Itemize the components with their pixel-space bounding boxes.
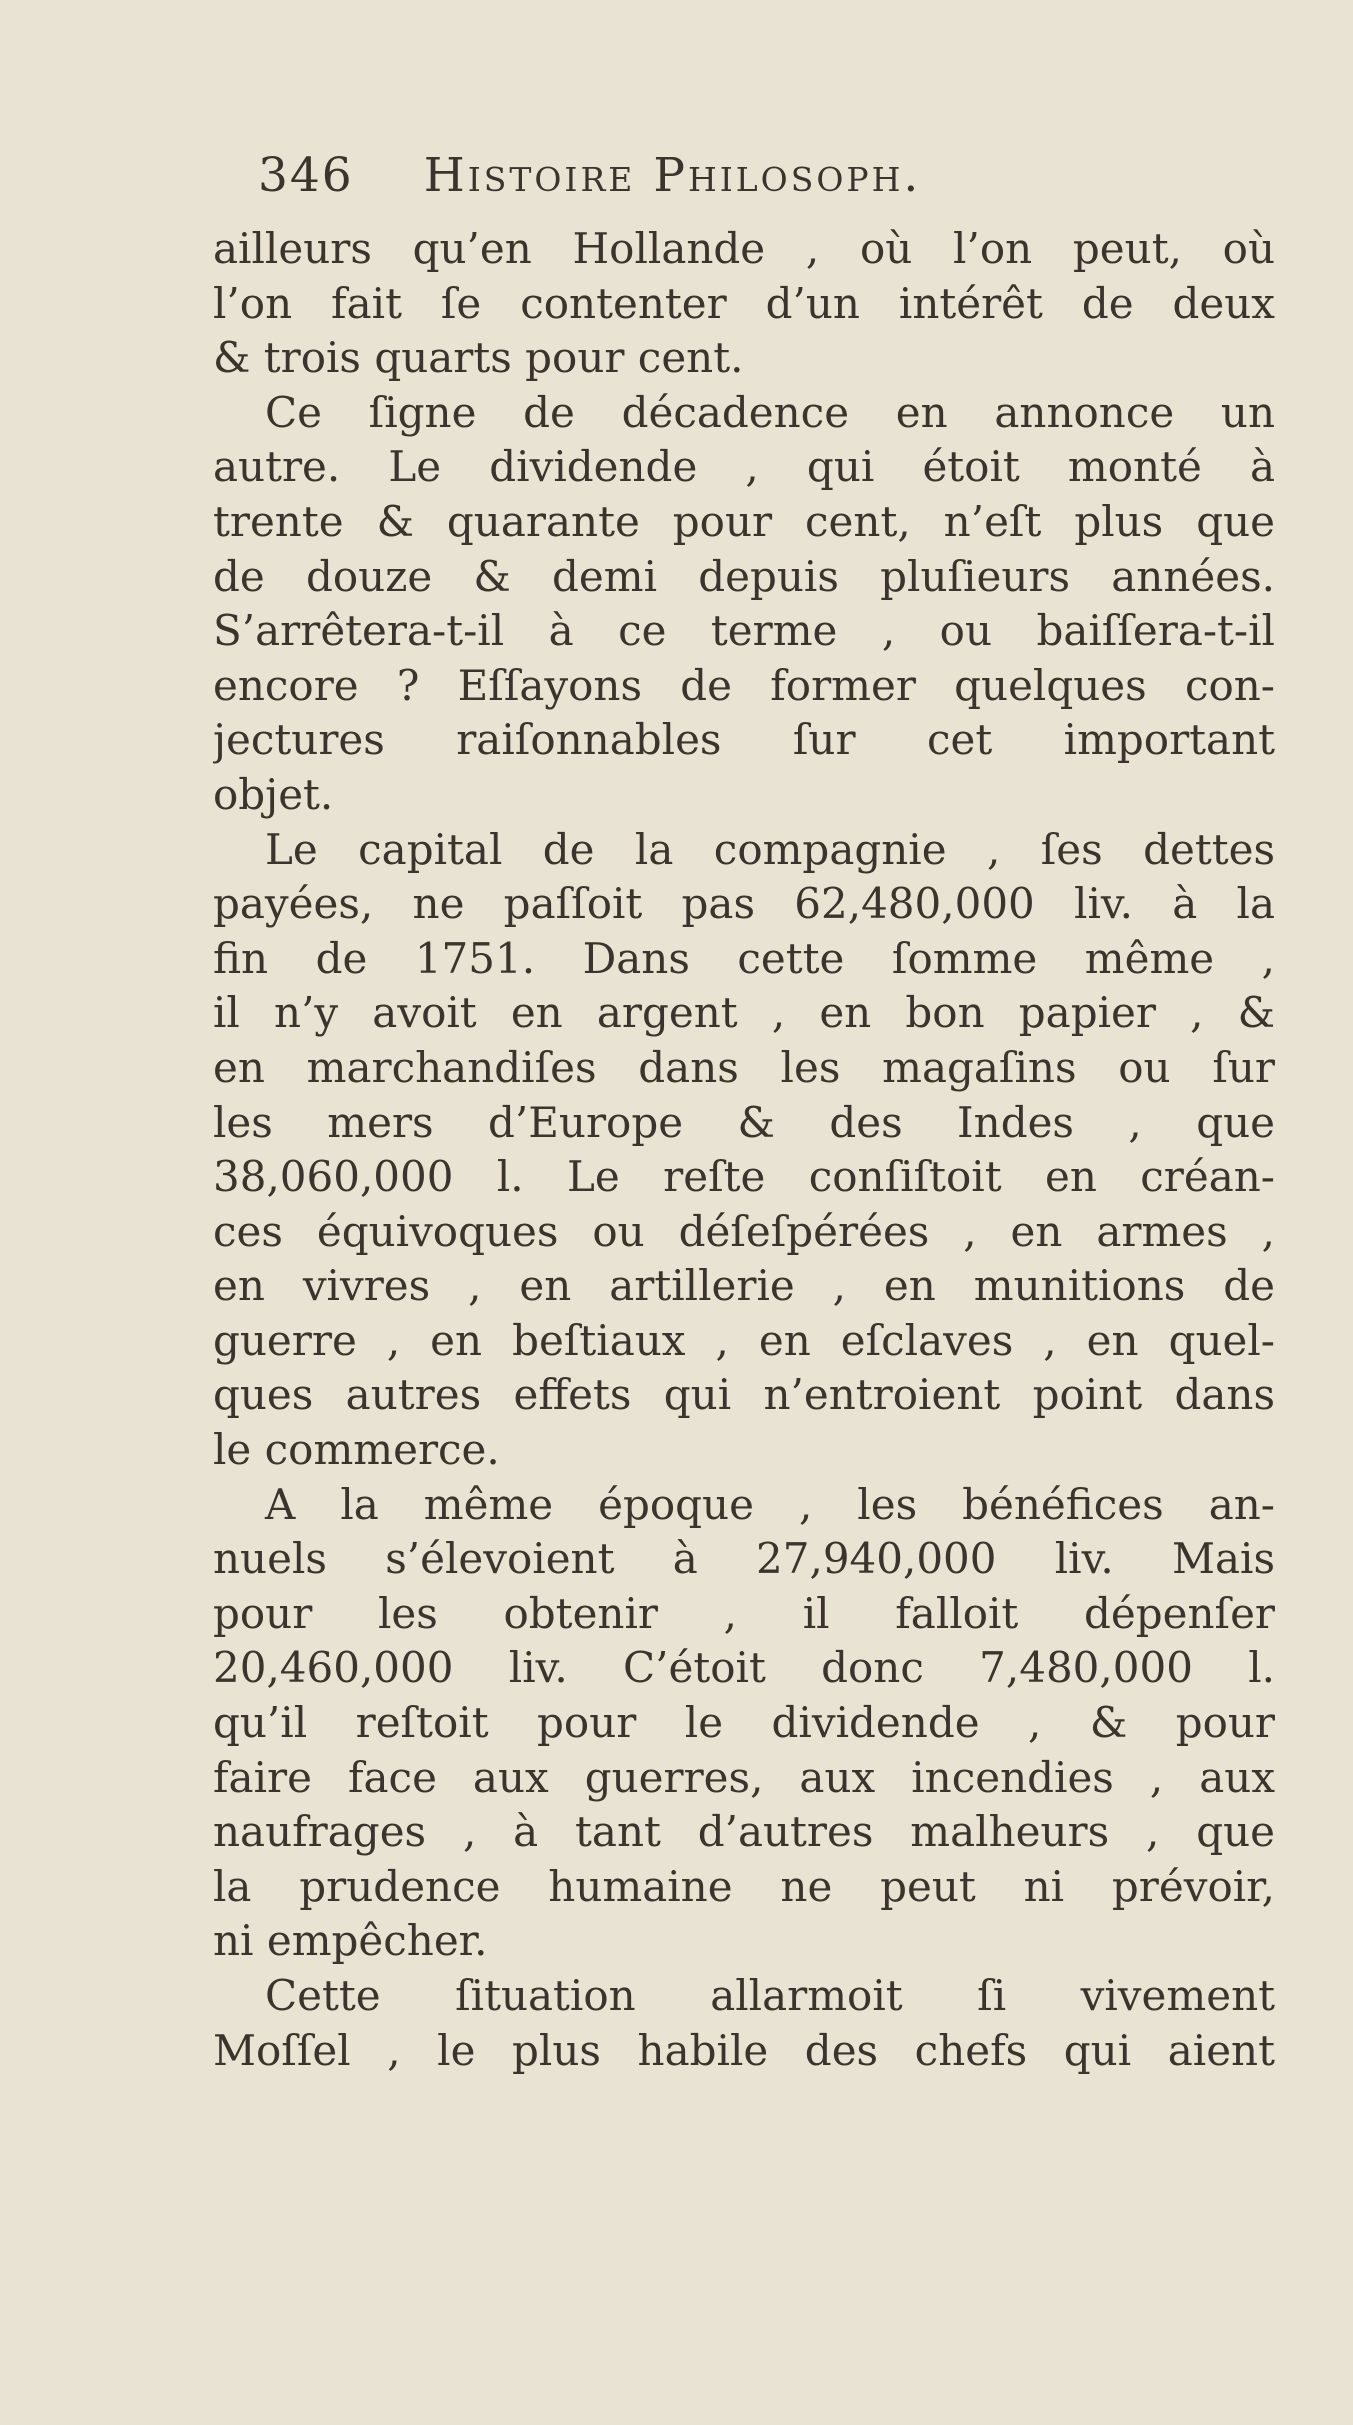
text-line: objet. <box>213 769 334 819</box>
text-line: ces équivoques ou déſeſpérées , en armes , <box>213 1206 1275 1256</box>
body-text <box>213 222 1275 2078</box>
running-head <box>258 148 1098 228</box>
text-line: fin de 1751. Dans cette ſomme même , <box>213 933 1275 983</box>
text-line: de douze & demi depuis pluſieurs années. <box>213 551 1275 601</box>
text-line: 38,060,000 l. Le reſte conſiſtoit en créan- <box>213 1152 1275 1202</box>
text-line: naufrages , à tant d’autres malheurs , que <box>213 1807 1275 1857</box>
text-line: ni empêcher. <box>213 1916 488 1966</box>
text-line: guerre , en beſtiaux , en eſclaves , en quel- <box>213 1315 1275 1365</box>
running-title: Histoire Philosoph. <box>423 148 922 203</box>
text-line: Le capital de la compagnie , ſes dettes <box>265 824 1275 874</box>
text-line: nuels s’élevoient à 27,940,000 liv. Mais <box>213 1534 1275 1584</box>
text-line: l’on fait ſe contenter d’un intérêt de deux <box>213 278 1275 328</box>
text-line: jectures raiſonnables ſur cet important <box>213 715 1275 765</box>
text-line: Moſſel , le plus habile des chefs qui aient <box>213 2025 1275 2075</box>
text-line: en marchandiſes dans les magaſins ou ſur <box>213 1042 1275 1092</box>
text-line: 20,460,000 liv. C’étoit donc 7,480,000 l. <box>213 1643 1275 1693</box>
text-line: le commerce. <box>213 1425 500 1475</box>
text-line: ques autres effets qui n’entroient point dans <box>213 1370 1275 1420</box>
text-line: trente & quarante pour cent, n’eſt plus que <box>213 496 1275 546</box>
page-number: 346 <box>258 148 354 203</box>
text-line: payées, ne paſſoit pas 62,480,000 liv. à la <box>213 879 1275 929</box>
text-line: ailleurs qu’en Hollande , où l’on peut, où <box>213 224 1275 273</box>
text-line: autre. Le dividende , qui étoit monté à <box>213 442 1275 492</box>
text-line: pour les obtenir , il falloit dépenſer <box>213 1588 1275 1638</box>
text-line: faire face aux guerres, aux incendies , aux <box>213 1752 1275 1802</box>
text-line: en vivres , en artillerie , en munitions de <box>213 1261 1275 1311</box>
text-line: A la même époque , les bénéfices an- <box>265 1479 1275 1529</box>
text-line: les mers d’Europe & des Indes , que <box>213 1097 1275 1147</box>
text-line: S’arrêtera-t-il à ce terme , ou baiſſera-t-il <box>213 606 1275 656</box>
text-line: encore ? Eſſayons de former quelques con- <box>213 660 1275 710</box>
text-line: Cette ſituation allarmoit ſi vivement <box>265 1971 1275 2020</box>
text-line: qu’il reſtoit pour le dividende , & pour <box>213 1698 1275 1748</box>
text-line: & trois quarts pour cent. <box>213 333 744 383</box>
text-line: il n’y avoit en argent , en bon papier , & <box>213 988 1275 1038</box>
text-line: la prudence humaine ne peut ni prévoir, <box>213 1861 1275 1911</box>
text-line: Ce ſigne de décadence en annonce un <box>265 387 1275 437</box>
